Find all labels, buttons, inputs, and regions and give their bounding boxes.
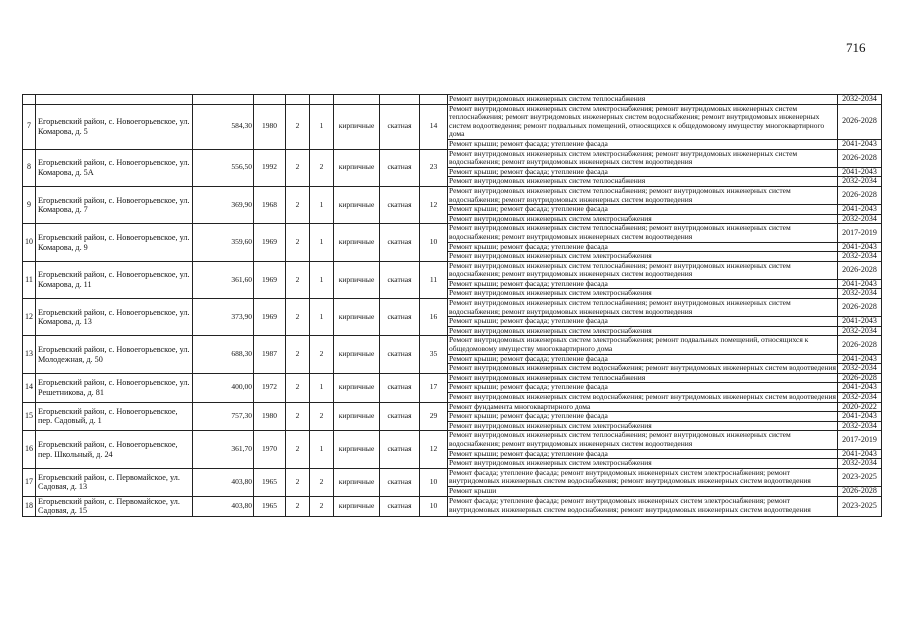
wall-material: кирпичные — [334, 186, 380, 223]
construction-year: 1972 — [254, 373, 286, 402]
repair-period: 2026-2028 — [838, 336, 882, 354]
repair-period: 2020-2022 — [838, 402, 882, 412]
roof-type: скатная — [380, 186, 420, 223]
floor-count: 2 — [286, 373, 310, 402]
construction-year: 1970 — [254, 431, 286, 468]
continuation-cell-roof — [380, 95, 420, 105]
residents-count: 12 — [420, 431, 448, 468]
house-area: 403,80 — [193, 496, 254, 516]
repair-works: Ремонт фасада; утепление фасада; ремонт внутридомовых инженерных систем электроснабжения; ремонт внутридомовых инженерных систем водоснабжения; ремонт внутридомовых инженерных систем водоотведения — [448, 468, 838, 486]
continuation-cell-address — [36, 95, 193, 105]
house-row — [23, 104, 882, 139]
repair-period: 2026-2028 — [838, 104, 882, 139]
floor-count: 2 — [286, 402, 310, 431]
floor-count: 2 — [286, 468, 310, 496]
roof-type: скатная — [380, 149, 420, 186]
repair-period: 2041-2043 — [838, 205, 882, 215]
wall-material: кирпичные — [334, 496, 380, 516]
construction-year: 1969 — [254, 299, 286, 336]
house-number: 11 — [23, 261, 36, 298]
repair-works: Ремонт внутридомовых инженерных систем электроснабжения — [448, 289, 838, 299]
house-number: 14 — [23, 373, 36, 402]
repair-period: 2041-2043 — [838, 354, 882, 364]
continuation-works: Ремонт внутридомовых инженерных систем теплоснабжения — [448, 95, 838, 105]
house-area: 757,30 — [193, 402, 254, 431]
entrance-count: 1 — [310, 186, 334, 223]
repair-works: Ремонт внутридомовых инженерных систем теплоснабжения — [448, 177, 838, 187]
house-address: Егорьевский район, с. Новоегорьевское, ул. Комарова, д. 5 — [36, 104, 193, 149]
repair-period: 2026-2028 — [838, 186, 882, 204]
repair-works: Ремонт фасада; утепление фасада; ремонт внутридомовых инженерных систем электроснабжения; ремонт внутридомовых инженерных систем водоснабжения; ремонт внутридомовых инженерных систем водоотведения — [448, 496, 838, 516]
house-area: 369,90 — [193, 186, 254, 223]
wall-material: кирпичные — [334, 299, 380, 336]
house-number: 18 — [23, 496, 36, 516]
construction-year: 1965 — [254, 468, 286, 496]
roof-type: скатная — [380, 373, 420, 402]
repair-works: Ремонт крыши; ремонт фасада; утепление фасада — [448, 412, 838, 422]
house-number: 12 — [23, 299, 36, 336]
continuation-cell-area — [193, 95, 254, 105]
house-number: 10 — [23, 224, 36, 261]
residents-count: 12 — [420, 186, 448, 223]
roof-type: скатная — [380, 261, 420, 298]
house-address: Егорьевский район, с. Новоегорьевское, пер. Школьный, д. 24 — [36, 431, 193, 468]
house-area: 556,50 — [193, 149, 254, 186]
wall-material: кирпичные — [334, 373, 380, 402]
floor-count: 2 — [286, 104, 310, 149]
house-number: 17 — [23, 468, 36, 496]
repair-works: Ремонт крыши; ремонт фасада; утепление фасада — [448, 354, 838, 364]
repair-period: 2041-2043 — [838, 242, 882, 252]
repair-period: 2032-2034 — [838, 393, 882, 403]
repair-period: 2041-2043 — [838, 139, 882, 149]
roof-type: скатная — [380, 496, 420, 516]
repair-period: 2017-2019 — [838, 431, 882, 449]
construction-year: 1987 — [254, 336, 286, 373]
residents-count: 10 — [420, 468, 448, 496]
house-number: 13 — [23, 336, 36, 373]
house-address: Егорьевский район, с. Первомайское, ул. Садовая, д. 15 — [36, 496, 193, 516]
house-area: 361,60 — [193, 261, 254, 298]
house-area: 400,00 — [193, 373, 254, 402]
repair-schedule-table — [22, 94, 882, 517]
house-row — [23, 402, 882, 412]
residents-count: 29 — [420, 402, 448, 431]
repair-period: 2032-2034 — [838, 177, 882, 187]
entrance-count: 2 — [310, 496, 334, 516]
roof-type: скатная — [380, 104, 420, 149]
residents-count: 10 — [420, 224, 448, 261]
repair-works: Ремонт внутридомовых инженерных систем электроснабжения; ремонт внутридомовых инженерных систем водоснабжения; ремонт внутридомовых инженерных систем водоотведения — [448, 149, 838, 167]
continuation-row — [23, 95, 882, 105]
house-number: 16 — [23, 431, 36, 468]
repair-period: 2041-2043 — [838, 167, 882, 177]
repair-works: Ремонт крыши; ремонт фасада; утепление фасада — [448, 317, 838, 327]
page-number: 716 — [846, 40, 866, 55]
entrance-count: 2 — [310, 336, 334, 373]
wall-material: кирпичные — [334, 336, 380, 373]
repair-period: 2032-2034 — [838, 252, 882, 262]
repair-works: Ремонт внутридомовых инженерных систем теплоснабжения — [448, 373, 838, 383]
entrance-count: 1 — [310, 104, 334, 149]
house-address: Егорьевский район, с. Новоегорьевское, ул. Комарова, д. 13 — [36, 299, 193, 336]
house-address: Егорьевский район, с. Первомайское, ул. Садовая, д. 13 — [36, 468, 193, 496]
roof-type: скатная — [380, 431, 420, 468]
entrance-count: 2 — [310, 402, 334, 431]
house-address: Егорьевский район, с. Новоегорьевское, ул. Комарова, д. 11 — [36, 261, 193, 298]
entrance-count: 1 — [310, 373, 334, 402]
repair-works: Ремонт крыши; ремонт фасада; утепление фасада — [448, 139, 838, 149]
repair-period: 2026-2028 — [838, 261, 882, 279]
entrance-count: 1 — [310, 431, 334, 468]
repair-period: 2032-2034 — [838, 214, 882, 224]
construction-year: 1969 — [254, 261, 286, 298]
repair-works: Ремонт крыши; ремонт фасада; утепление фасада — [448, 167, 838, 177]
floor-count: 2 — [286, 149, 310, 186]
wall-material: кирпичные — [334, 224, 380, 261]
continuation-cell-floors — [286, 95, 310, 105]
house-row — [23, 261, 882, 279]
floor-count: 2 — [286, 186, 310, 223]
house-row — [23, 186, 882, 204]
floor-count: 2 — [286, 224, 310, 261]
repair-period: 2017-2019 — [838, 224, 882, 242]
repair-works: Ремонт внутридомовых инженерных систем электроснабжения — [448, 459, 838, 469]
repair-period: 2041-2043 — [838, 279, 882, 289]
house-row — [23, 496, 882, 516]
continuation-cell-year — [254, 95, 286, 105]
house-area: 584,30 — [193, 104, 254, 149]
house-row — [23, 336, 882, 354]
repair-period: 2026-2028 — [838, 373, 882, 383]
repair-works: Ремонт внутридомовых инженерных систем электроснабжения — [448, 252, 838, 262]
repair-works: Ремонт крыши; ремонт фасада; утепление фасада — [448, 205, 838, 215]
house-number: 9 — [23, 186, 36, 223]
repair-works: Ремонт внутридомовых инженерных систем электроснабжения; ремонт подвальных помещений, относящихся к общедомовому имуществу многоквартирного дома — [448, 336, 838, 354]
repair-works: Ремонт крыши; ремонт фасада; утепление фасада — [448, 449, 838, 459]
repair-works: Ремонт фундамента многоквартирного дома — [448, 402, 838, 412]
floor-count: 2 — [286, 261, 310, 298]
house-address: Егорьевский район, с. Новоегорьевское, ул. Молодежная, д. 50 — [36, 336, 193, 373]
wall-material: кирпичные — [334, 468, 380, 496]
house-area: 403,80 — [193, 468, 254, 496]
continuation-cell-num — [23, 95, 36, 105]
house-number: 15 — [23, 402, 36, 431]
repair-period: 2032-2034 — [838, 421, 882, 431]
continuation-cell-residents — [420, 95, 448, 105]
wall-material: кирпичные — [334, 149, 380, 186]
repair-works: Ремонт внутридомовых инженерных систем теплоснабжения; ремонт внутридомовых инженерных систем водоснабжения; ремонт внутридомовых инженерных систем водоотведения — [448, 261, 838, 279]
construction-year: 1965 — [254, 496, 286, 516]
construction-year: 1980 — [254, 402, 286, 431]
repair-period: 2041-2043 — [838, 317, 882, 327]
house-row — [23, 224, 882, 242]
roof-type: скатная — [380, 336, 420, 373]
continuation-period: 2032-2034 — [838, 95, 882, 105]
repair-works: Ремонт крыши; ремонт фасада; утепление фасада — [448, 279, 838, 289]
house-row — [23, 431, 882, 449]
house-area: 361,70 — [193, 431, 254, 468]
house-number: 7 — [23, 104, 36, 149]
repair-works: Ремонт внутридомовых инженерных систем теплоснабжения; ремонт внутридомовых инженерных систем водоснабжения; ремонт внутридомовых инженерных систем водоотведения — [448, 224, 838, 242]
wall-material: кирпичные — [334, 431, 380, 468]
repair-period: 2032-2034 — [838, 326, 882, 336]
repair-works: Ремонт крыши; ремонт фасада; утепление фасада — [448, 242, 838, 252]
continuation-cell-wall — [334, 95, 380, 105]
residents-count: 11 — [420, 261, 448, 298]
entrance-count: 1 — [310, 224, 334, 261]
repair-works: Ремонт внутридомовых инженерных систем теплоснабжения; ремонт внутридомовых инженерных систем водоснабжения; ремонт внутридомовых инженерных систем водоотведения — [448, 186, 838, 204]
residents-count: 14 — [420, 104, 448, 149]
house-row — [23, 299, 882, 317]
repair-period: 2041-2043 — [838, 383, 882, 393]
construction-year: 1969 — [254, 224, 286, 261]
residents-count: 16 — [420, 299, 448, 336]
repair-period: 2032-2034 — [838, 289, 882, 299]
house-area: 359,60 — [193, 224, 254, 261]
entrance-count: 2 — [310, 468, 334, 496]
residents-count: 10 — [420, 496, 448, 516]
house-row — [23, 149, 882, 167]
floor-count: 2 — [286, 496, 310, 516]
construction-year: 1980 — [254, 104, 286, 149]
house-address: Егорьевский район, с. Новоегорьевское, ул. Комарова, д. 7 — [36, 186, 193, 223]
floor-count: 2 — [286, 431, 310, 468]
house-address: Егорьевский район, с. Новоегорьевское, пер. Садовый, д. 1 — [36, 402, 193, 431]
roof-type: скатная — [380, 468, 420, 496]
repair-period: 2041-2043 — [838, 412, 882, 422]
house-address: Егорьевский район, с. Новоегорьевское, ул. Комарова, д. 9 — [36, 224, 193, 261]
repair-works: Ремонт внутридомовых инженерных систем теплоснабжения; ремонт внутридомовых инженерных систем водоснабжения; ремонт внутридомовых инженерных систем водоотведения — [448, 431, 838, 449]
repair-period: 2032-2034 — [838, 364, 882, 374]
repair-period: 2023-2025 — [838, 496, 882, 516]
house-address: Егорьевский район, с. Новоегорьевское, ул. Решетникова, д. 81 — [36, 373, 193, 402]
entrance-count: 2 — [310, 149, 334, 186]
entrance-count: 1 — [310, 299, 334, 336]
repair-works: Ремонт внутридомовых инженерных систем теплоснабжения; ремонт внутридомовых инженерных систем водоснабжения; ремонт внутридомовых инженерных систем водоотведения — [448, 299, 838, 317]
repair-works: Ремонт внутридомовых инженерных систем электроснабжения — [448, 326, 838, 336]
wall-material: кирпичные — [334, 261, 380, 298]
repair-works: Ремонт внутридомовых инженерных систем водоснабжения; ремонт внутридомовых инженерных систем водоотведения — [449, 363, 836, 373]
repair-period: 2026-2028 — [838, 299, 882, 317]
repair-works: Ремонт внутридомовых инженерных систем электроснабжения; ремонт внутридомовых инженерных систем теплоснабжения; ремонт внутридомовых инженерных систем водоснабжения; ремонт внутридомовых инженерных систем водоотведения; ремонт подвальных помещений, относящихся к общедомовому имуществу многоквартирного дома — [448, 104, 838, 139]
house-area: 688,30 — [193, 336, 254, 373]
repair-works: Ремонт крыши; ремонт фасада; утепление фасада — [448, 383, 838, 393]
construction-year: 1992 — [254, 149, 286, 186]
repair-works: Ремонт внутридомовых инженерных систем электроснабжения — [448, 214, 838, 224]
repair-works: Ремонт внутридомовых инженерных систем водоснабжения; ремонт внутридомовых инженерных систем водоотведения — [449, 392, 836, 401]
house-row — [23, 373, 882, 383]
table-body — [23, 95, 882, 517]
floor-count: 2 — [286, 336, 310, 373]
repair-works: Ремонт крыши — [448, 486, 838, 496]
construction-year: 1968 — [254, 186, 286, 223]
roof-type: скатная — [380, 299, 420, 336]
wall-material: кирпичные — [334, 104, 380, 149]
floor-count: 2 — [286, 299, 310, 336]
residents-count: 17 — [420, 373, 448, 402]
repair-schedule-table-wrapper — [22, 94, 882, 517]
roof-type: скатная — [380, 402, 420, 431]
entrance-count: 1 — [310, 261, 334, 298]
repair-period: 2026-2028 — [838, 486, 882, 496]
residents-count: 35 — [420, 336, 448, 373]
repair-period: 2023-2025 — [838, 468, 882, 486]
repair-period: 2041-2043 — [838, 449, 882, 459]
roof-type: скатная — [380, 224, 420, 261]
house-number: 8 — [23, 149, 36, 186]
house-row — [23, 468, 882, 486]
repair-period: 2032-2034 — [838, 459, 882, 469]
repair-period: 2026-2028 — [838, 149, 882, 167]
house-area: 373,90 — [193, 299, 254, 336]
residents-count: 23 — [420, 149, 448, 186]
continuation-cell-entrances — [310, 95, 334, 105]
wall-material: кирпичные — [334, 402, 380, 431]
house-address: Егорьевский район, с. Новоегорьевское, ул. Комарова, д. 5А — [36, 149, 193, 186]
repair-works: Ремонт внутридомовых инженерных систем электроснабжения — [448, 421, 838, 431]
